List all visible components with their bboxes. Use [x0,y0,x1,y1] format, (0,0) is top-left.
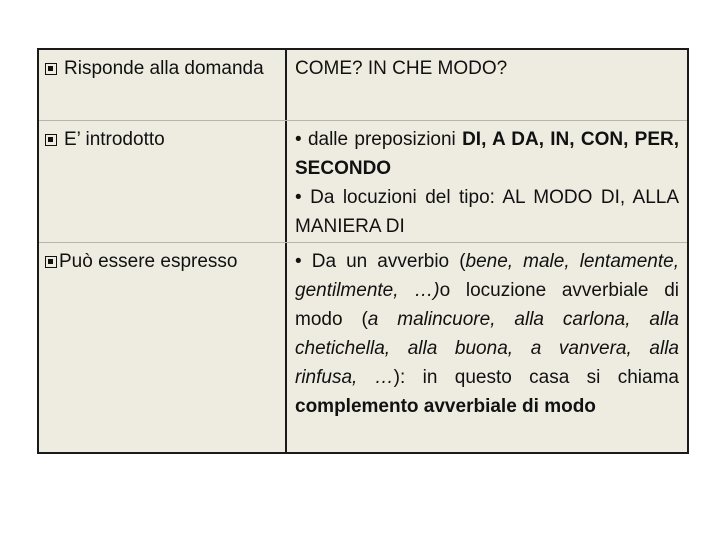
row-2-answer-item-1-text: • dalle preposizioni [295,129,463,150]
row-3-answer-b: o locuzione avverbiale di modo ( [295,280,679,330]
info-table [37,48,689,454]
row-1-answer-text: COME? IN CHE MODO? [295,58,508,79]
row-3-answer [295,247,679,421]
row-3-label-text: Può essere espresso [59,251,238,272]
row-divider [39,120,687,121]
checkbox-bullet-icon [45,134,57,146]
column-divider [285,50,287,452]
row-3-answer-c-bold: complemento avverbiale di modo [295,396,596,417]
row-3-label [45,247,281,276]
row-2-answer-item-1 [295,125,679,183]
row-divider [39,242,687,243]
row-2-answer [295,125,679,241]
row-1-answer [295,54,679,83]
row-3-answer-a-italic: bene, male, lentamente, gentilmente, …) [295,251,679,301]
row-1-label-text: Risponde alla domanda [64,58,264,79]
row-3-answer-c: ): in questo casa si chiama [393,367,679,388]
row-2-answer-item-2: • Da locuzioni del tipo: AL MODO DI, ALLA MANIERA DI [295,187,679,237]
row-3-answer-b-italic: a malincuore, alla carlona, alla chetichella, alla buona, a vanvera, alla rinfusa, … [295,309,679,388]
checkbox-bullet-icon [45,63,57,75]
checkbox-bullet-icon [45,256,57,268]
row-3-answer-a: • Da un avverbio ( [295,251,466,272]
row-2-answer-item-1-bold: DI, A DA, IN, CON, PER, SECONDO [295,129,679,179]
row-2-label [45,125,281,154]
row-1-label [45,54,281,83]
row-2-label-text: E’ introdotto [64,129,165,150]
